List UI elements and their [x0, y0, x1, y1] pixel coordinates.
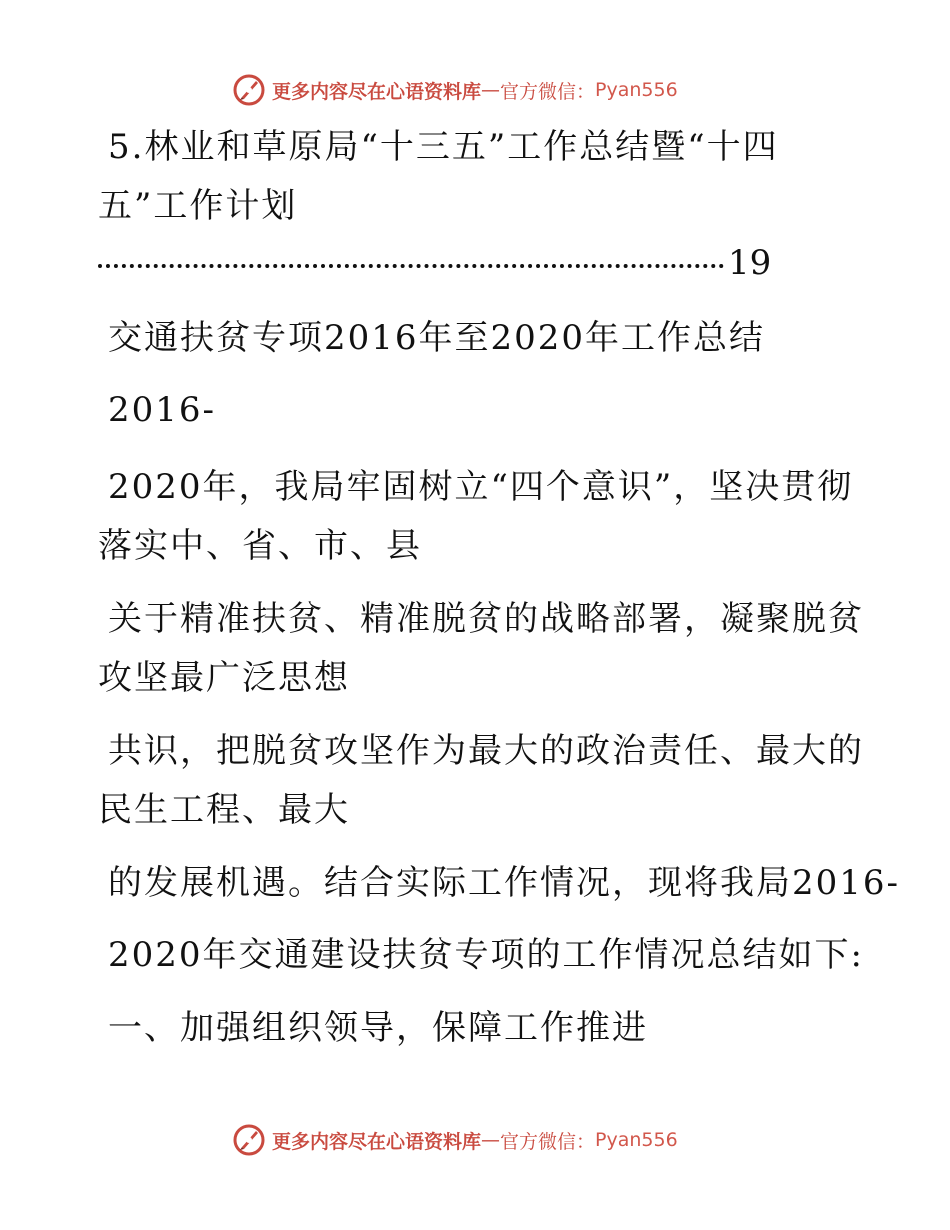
- paragraph-line: 落实中、省、市、县: [98, 526, 422, 566]
- watermark-handle: Pyan556: [595, 1129, 678, 1151]
- paragraph-line: 2020年，我局牢固树立“四个意识”，坚决贯彻: [108, 467, 854, 507]
- section-heading: 一、加强组织领导，保障工作推进: [108, 1008, 648, 1048]
- paragraph-line: 2020年交通建设扶贫专项的工作情况总结如下:: [108, 935, 864, 975]
- watermark-label: 官方微信：: [500, 80, 596, 103]
- paragraph-line: 民生工程、最大: [98, 790, 350, 830]
- watermark-banner-top: [232, 70, 732, 110]
- watermark-dash: —: [481, 1129, 501, 1151]
- watermark-label: 官方微信：: [500, 1130, 596, 1153]
- dot-leader: [98, 264, 724, 268]
- toc-page-number: 19: [728, 243, 772, 283]
- paragraph-line: 2016-: [108, 390, 217, 430]
- toc-entry-line-2: 五”工作计划: [98, 186, 298, 226]
- paragraph-line: 共识，把脱贫攻坚作为最大的政治责任、最大的: [108, 731, 864, 771]
- watermark-dash: —: [481, 79, 501, 101]
- watermark-main-text: 更多内容尽在心语资料库: [272, 80, 482, 103]
- paragraph-line: 攻坚最广泛思想: [98, 658, 350, 698]
- quill-pen-seal-icon: [232, 73, 266, 107]
- paragraph-line: 的发展机遇。结合实际工作情况，现将我局2016-: [108, 863, 901, 903]
- watermark-banner-bottom: [232, 1120, 732, 1160]
- toc-dot-leader: [98, 243, 771, 283]
- quill-pen-seal-icon: [232, 1123, 266, 1157]
- toc-entry-line-1: 5.林业和草原局“十三五”工作总结暨“十四: [108, 127, 779, 167]
- watermark-handle: Pyan556: [595, 79, 678, 101]
- document-title: 交通扶贫专项2016年至2020年工作总结: [108, 318, 766, 358]
- watermark-main-text: 更多内容尽在心语资料库: [272, 1130, 482, 1153]
- paragraph-line: 关于精准扶贫、精准脱贫的战略部署，凝聚脱贫: [108, 599, 864, 639]
